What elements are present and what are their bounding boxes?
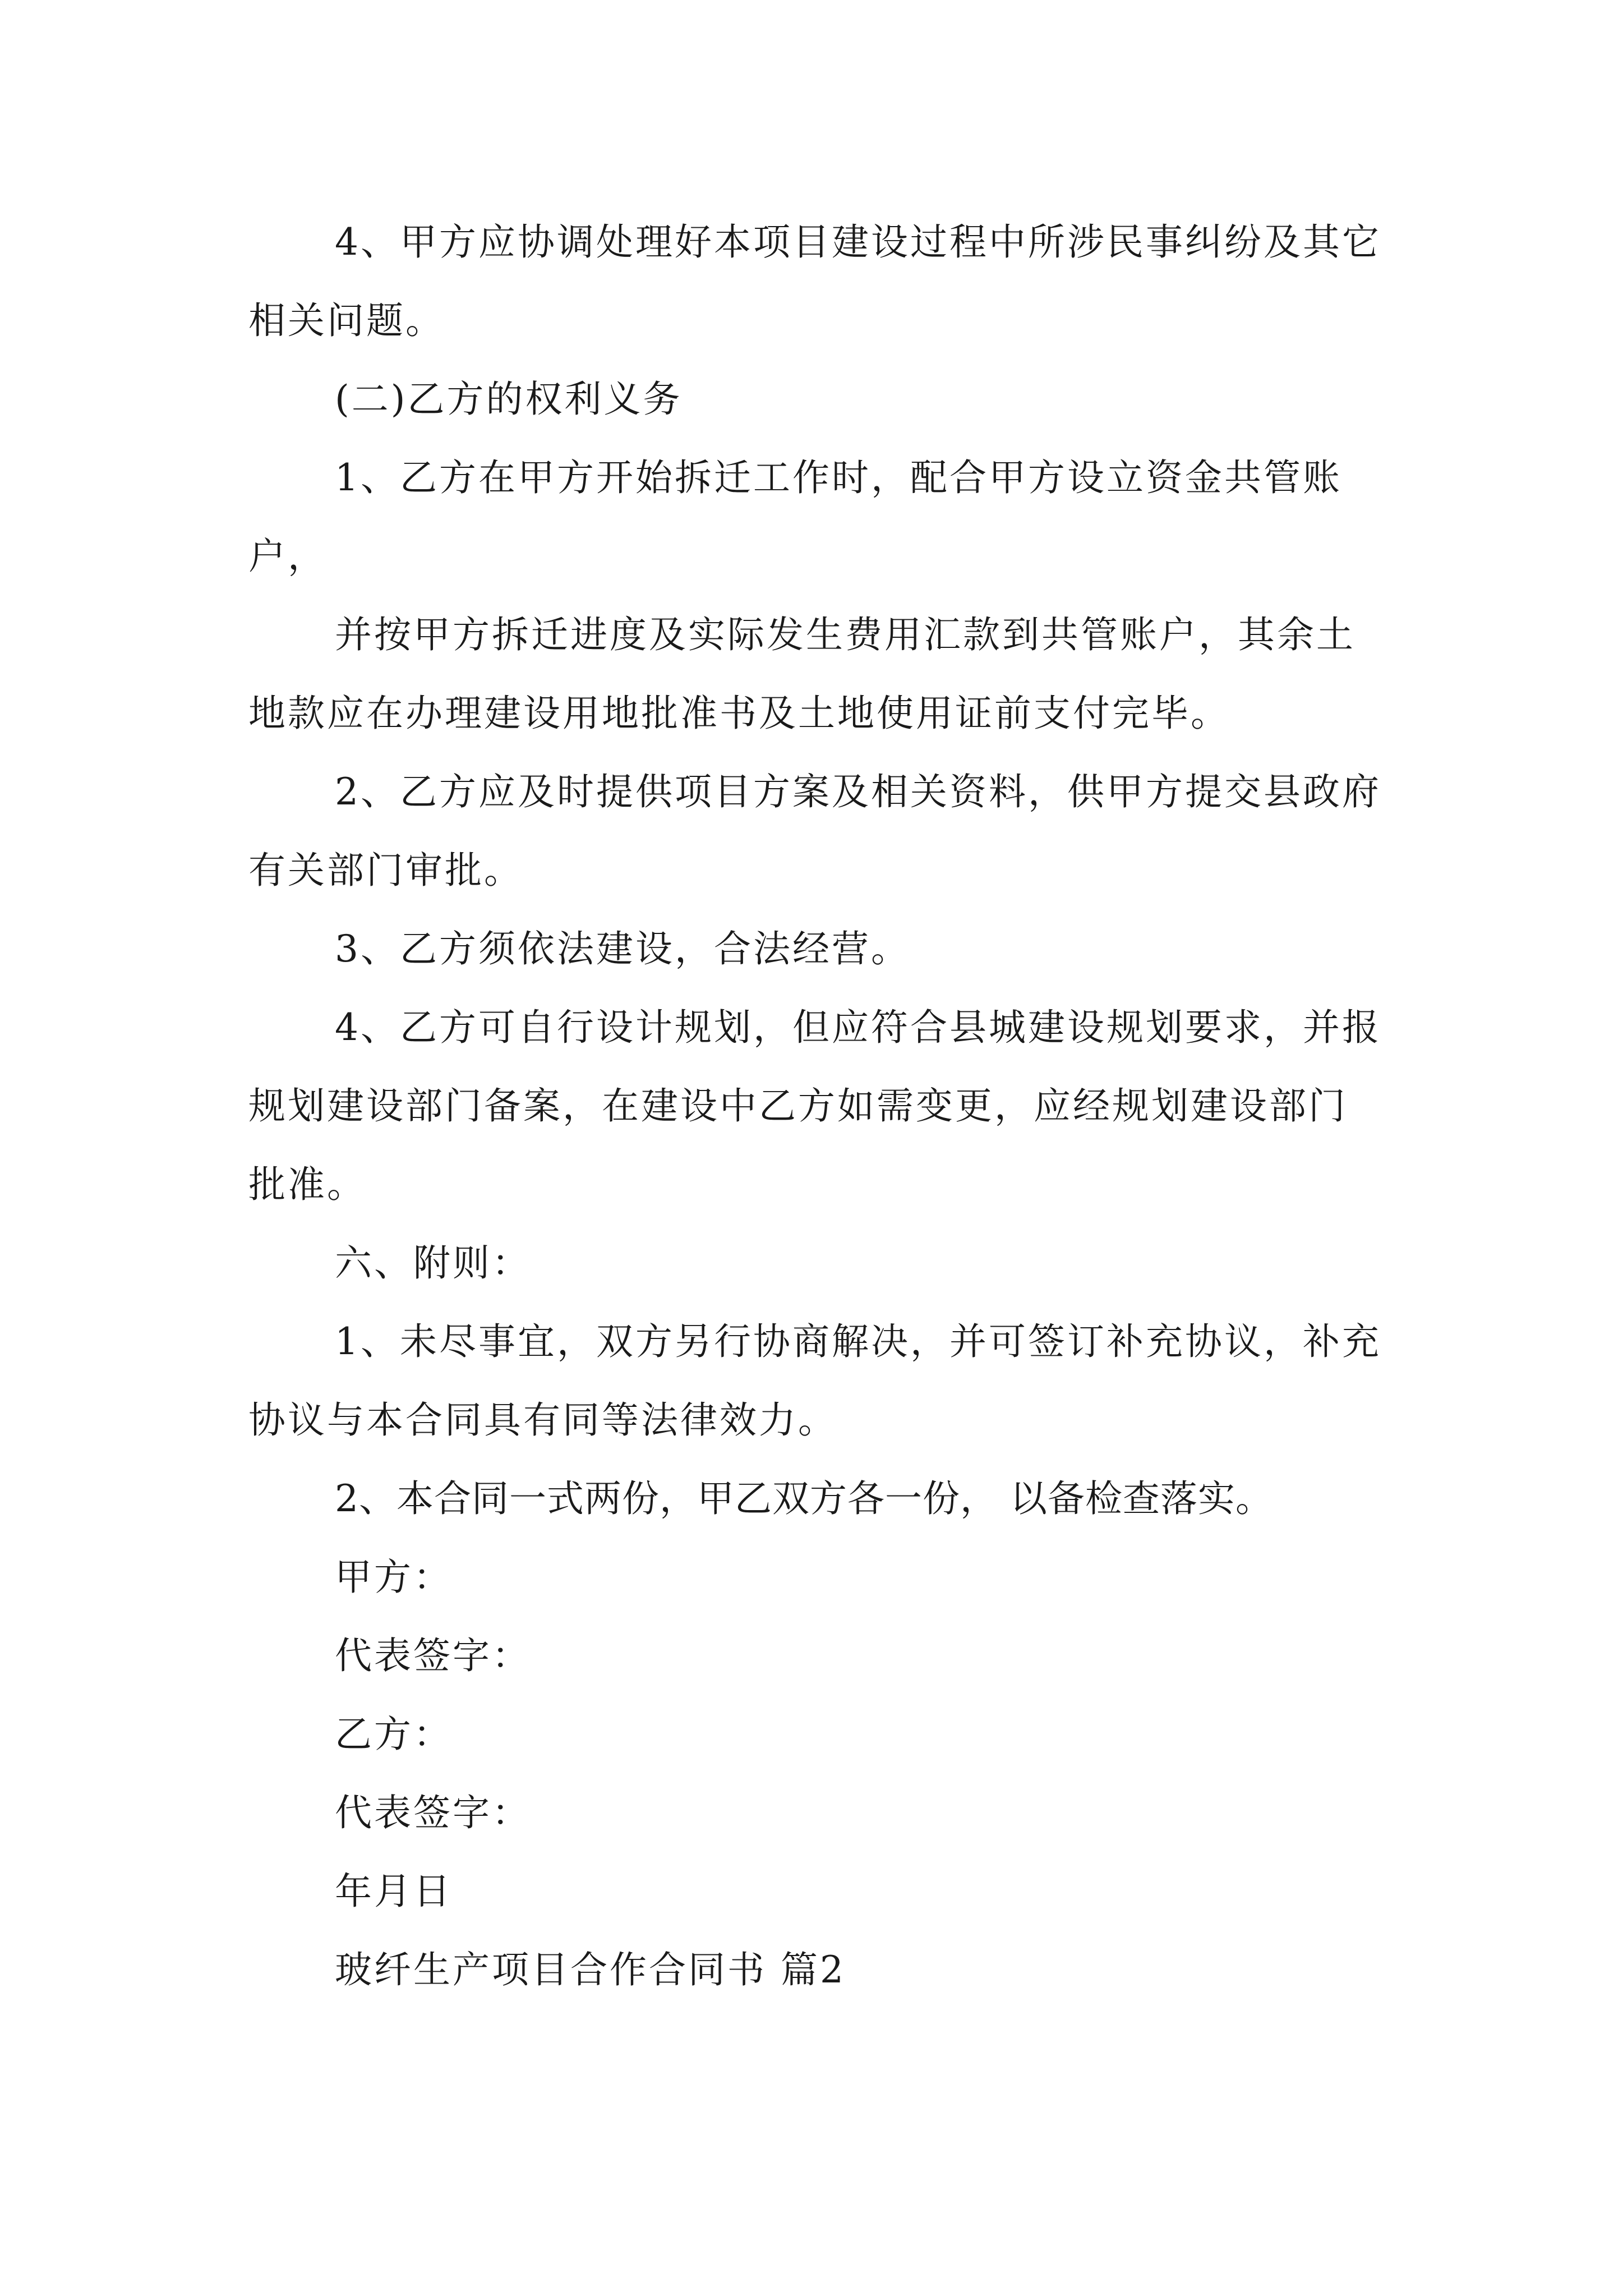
document-body [248, 203, 1381, 2009]
paragraph-party-b-duty-1: 1、乙方在甲方开始拆迁工作时，配合甲方设立资金共管账户， [248, 456, 1342, 578]
party-a-label: 甲方： [335, 1556, 453, 1599]
party-b-label: 乙方： [335, 1713, 453, 1756]
party-a-signature-label: 代表签字： [335, 1634, 531, 1677]
paragraph-party-a-duty-4: 4、甲方应协调处理好本项目建设过程中所涉民事纠纷及其它相关问题。 [248, 220, 1381, 342]
section-heading-supplementary: 六、附则： [335, 1241, 531, 1285]
paragraph-payment-terms: 并按甲方拆迁进度及实际发生费用汇款到共管账户，其余土地款应在办理建设用地批准书及土地使用证前支付完毕。 [248, 613, 1355, 735]
section-heading-party-b-rights: (二)乙方的权利义务 [335, 378, 683, 421]
paragraph-party-b-duty-3: 3、乙方须依法建设，合法经营。 [335, 927, 910, 970]
paragraph-party-b-duty-4: 4、乙方可自行设计规划，但应符合县城建设规划要求，并报规划建设部门备案，在建设中乙方如需变更，应经规划建设部门批准。 [248, 1006, 1381, 1206]
party-b-signature-label: 代表签字： [335, 1791, 531, 1834]
next-section-title: 玻纤生产项目合作合同书 篇2 [335, 1948, 846, 1991]
paragraph-party-b-duty-2: 2、乙方应及时提供项目方案及相关资料，供甲方提交县政府有关部门审批。 [248, 770, 1381, 892]
date-label: 年月日 [335, 1870, 453, 1913]
paragraph-supplementary-1: 1、未尽事宜，双方另行协商解决，并可签订补充协议，补充协议与本合同具有同等法律效力。 [248, 1320, 1381, 1442]
paragraph-supplementary-2: 2、本合同一式两份，甲乙双方各一份， 以备检查落实。 [335, 1477, 1273, 1520]
